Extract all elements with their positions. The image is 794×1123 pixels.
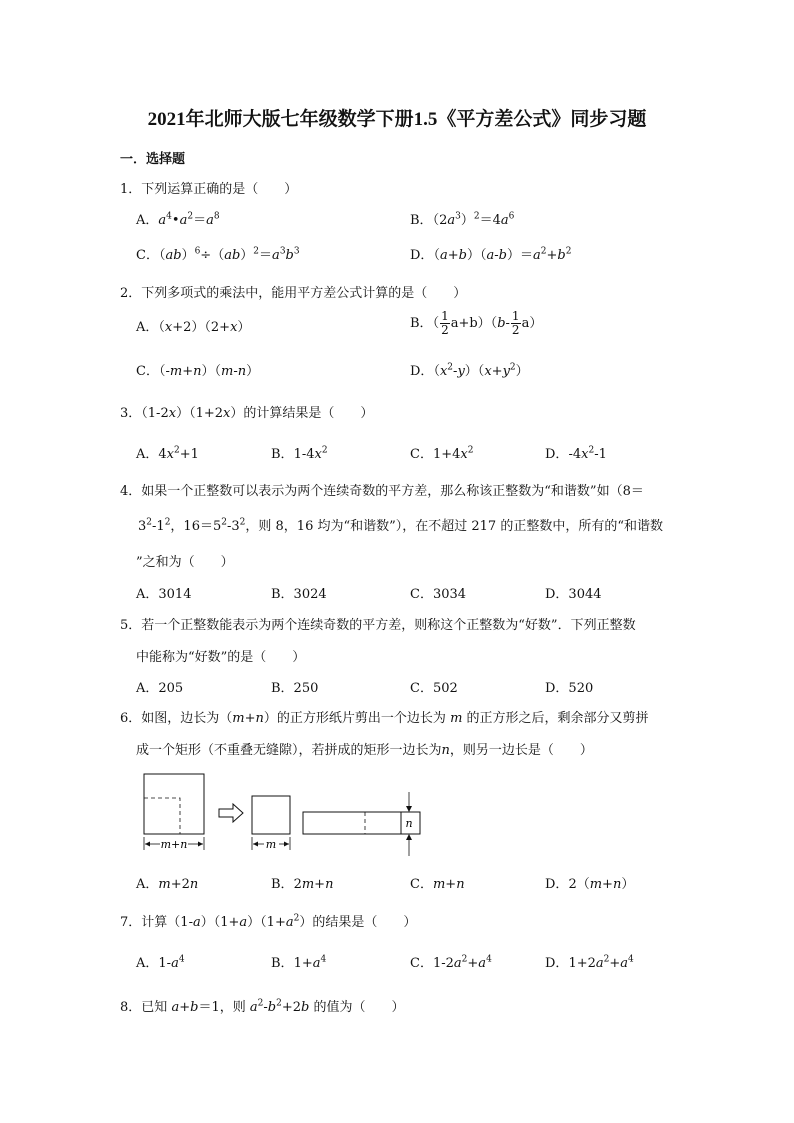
question-number: 4． (120, 484, 142, 499)
question-8: 8．已知 a+b＝1，则 $a^2-b^2+2b$ 的值为（ ） (120, 998, 405, 1015)
q4-option-c[interactable]: C．3034 (410, 587, 467, 602)
question-number: 7． (120, 915, 142, 930)
question-text: 的正方形之后，剩余部分又剪拼 (466, 711, 649, 726)
question-4-line-2: $3^2-1^2$，$16=5^2-3^2$，则 8，16 均为“和谐数”），在不超过 217 的正整数中，所有的“和谐数 (138, 517, 663, 534)
question-text: ，则 (219, 1000, 246, 1015)
long-rectangle (303, 812, 420, 834)
question-number: 3． (120, 406, 142, 421)
q1-option-b[interactable]: B．$(2a^3)^2=4a^6$ (410, 211, 515, 228)
option-label: B． (271, 447, 294, 462)
question-2 (120, 282, 466, 301)
option-label: A． (136, 213, 159, 228)
q7-option-d[interactable]: D．$1+2a^2+a^4$ (545, 954, 634, 971)
q5-option-b[interactable]: B．250 (271, 681, 319, 696)
dimension-label-n: n (405, 817, 413, 830)
q6-option-c[interactable]: C．m+n (410, 877, 465, 892)
option-label: A． (136, 877, 159, 892)
question-7: 7．计算$(1-a)(1+a)(1+a^2)$的结果是（ ） (120, 913, 417, 930)
question-text: 计算 (141, 915, 168, 930)
q1-option-d[interactable]: D．$(a+b)(a-b)=a^2+b^2$ (410, 246, 572, 263)
question-6-line-2: 成一个矩形（不重叠无缝隙），若拼成的矩形一边长为n，则另一边长是（ ） (136, 743, 593, 758)
q3-option-d[interactable]: D．$-4x^2-1$ (545, 445, 607, 462)
question-text: 已知 (141, 1000, 168, 1015)
q2-option-a[interactable]: A．（x+2）（2+x） (136, 320, 251, 335)
question-6-figure (138, 768, 428, 860)
option-label: B． (410, 213, 433, 228)
option-label: D． (545, 956, 569, 971)
question-6: 6．如图，边长为（m+n）的正方形纸片剪出一个边长为 m 的正方形之后，剩余部分又剪拼 (120, 711, 649, 726)
q3-option-c[interactable]: C．$1+4x^2$ (410, 445, 474, 462)
question-text: ，则 8，16 均为“和谐数”），在不超过 217 的正整数中，所有的“和谐数 (245, 519, 663, 534)
option-label: D． (410, 248, 434, 263)
q4-option-a[interactable]: A．3014 (136, 587, 192, 602)
option-label: A． (136, 320, 159, 335)
question-4 (120, 480, 644, 499)
question-1 (120, 178, 297, 197)
question-stem: 若一个正整数能表示为两个连续奇数的平方差，则称这个正整数为“好数”．下列正整数 (141, 618, 636, 633)
option-label: B． (271, 877, 294, 892)
q7-option-b[interactable]: B．$1+a^4$ (271, 954, 327, 971)
question-stem: 下列多项式的乘法中，能用平方差公式计算的是（ ） (141, 286, 467, 301)
q3-option-b[interactable]: B．$1-4x^2$ (271, 445, 328, 462)
q1-option-a[interactable]: A．$a^4•a^2=a^8$ (136, 211, 220, 228)
question-number: 8． (120, 1000, 142, 1015)
q2-option-c[interactable]: C．（-m+n）（m-n） (136, 364, 260, 379)
question-number: 2． (120, 286, 142, 301)
dimension-label-small: m (265, 838, 277, 851)
q2-option-b[interactable]: B．（ $\frac{1}{2}$ a+b）（b- $\frac{1}{2}$ a） (410, 309, 543, 337)
question-5 (120, 614, 636, 633)
q2-option-d[interactable]: D．$(x^2-y)(x+y^2)$ (410, 362, 529, 379)
small-square (252, 796, 290, 834)
q5-option-c[interactable]: C．502 (410, 681, 458, 696)
question-stem: 如果一个正整数可以表示为两个连续奇数的平方差，那么称该正整数为“和谐数”如（8＝ (141, 484, 644, 499)
section-heading: 一．选择题 (120, 152, 186, 167)
question-stem: 下列运算正确的是（ ） (141, 182, 298, 197)
question-5-line-2: 中能称为“好数”的是（ ） (136, 650, 306, 665)
option-label: C． (136, 248, 159, 263)
option-label: B． (410, 316, 433, 331)
dimension-label-big: m+n (160, 838, 188, 851)
option-label: C． (410, 956, 433, 971)
big-square (144, 774, 204, 834)
question-text: 成一个矩形（不重叠无缝隙），若拼成的矩形一边长为 (136, 743, 442, 758)
fraction: $\frac{1}{2}$ (441, 309, 449, 337)
option-label: C． (410, 877, 433, 892)
q3-option-a[interactable]: A．$4x^2+1$ (136, 445, 199, 462)
q4-option-d[interactable]: D．3044 (545, 587, 602, 602)
q5-option-d[interactable]: D．520 (545, 681, 594, 696)
question-stem: 的结果是（ ） (312, 915, 417, 930)
q6-option-a[interactable]: A．m+2n (136, 877, 199, 892)
question-stem: 的值为（ ） (313, 1000, 405, 1015)
question-number: 1． (120, 182, 142, 197)
page-title: 2021年北师大版七年级数学下册1.5《平方差公式》同步习题 (147, 109, 647, 130)
question-text: ，则另一边长是（ ） (449, 743, 593, 758)
question-stem: 的计算结果是（ ） (243, 406, 374, 421)
cut-line (144, 798, 180, 834)
option-label: A． (136, 956, 159, 971)
q6-option-d[interactable]: D．2（m+n） (545, 877, 635, 892)
q6-option-b[interactable]: B．2m+n (271, 877, 334, 892)
option-label: B． (271, 956, 294, 971)
fraction: $\frac{1}{2}$ (511, 309, 520, 337)
arrow-icon (219, 804, 243, 822)
option-label: A． (136, 447, 159, 462)
question-3: 3．（1-2x）（1+2x）的计算结果是（ ） (120, 406, 374, 421)
option-label: D． (545, 877, 569, 892)
q7-option-c[interactable]: C．$1-2a^2+a^4$ (410, 954, 492, 971)
option-label: C． (410, 447, 433, 462)
option-label: D． (410, 364, 434, 379)
q1-option-c[interactable]: C．$(ab)^6\div(ab)^2=a^3b^3$ (136, 246, 300, 263)
question-number: 5． (120, 618, 142, 633)
q5-option-a[interactable]: A．205 (136, 681, 184, 696)
question-4-line-3: ”之和为（ ） (136, 555, 234, 570)
q4-option-b[interactable]: B．3024 (271, 587, 327, 602)
question-text: ）的正方形纸片剪出一个边长为 (263, 711, 446, 726)
option-label: C． (136, 364, 159, 379)
q7-option-a[interactable]: A．$1-a^4$ (136, 954, 185, 971)
option-label: D． (545, 447, 569, 462)
question-text: 如图，边长为（ (141, 711, 233, 726)
question-number: 6． (120, 711, 142, 726)
